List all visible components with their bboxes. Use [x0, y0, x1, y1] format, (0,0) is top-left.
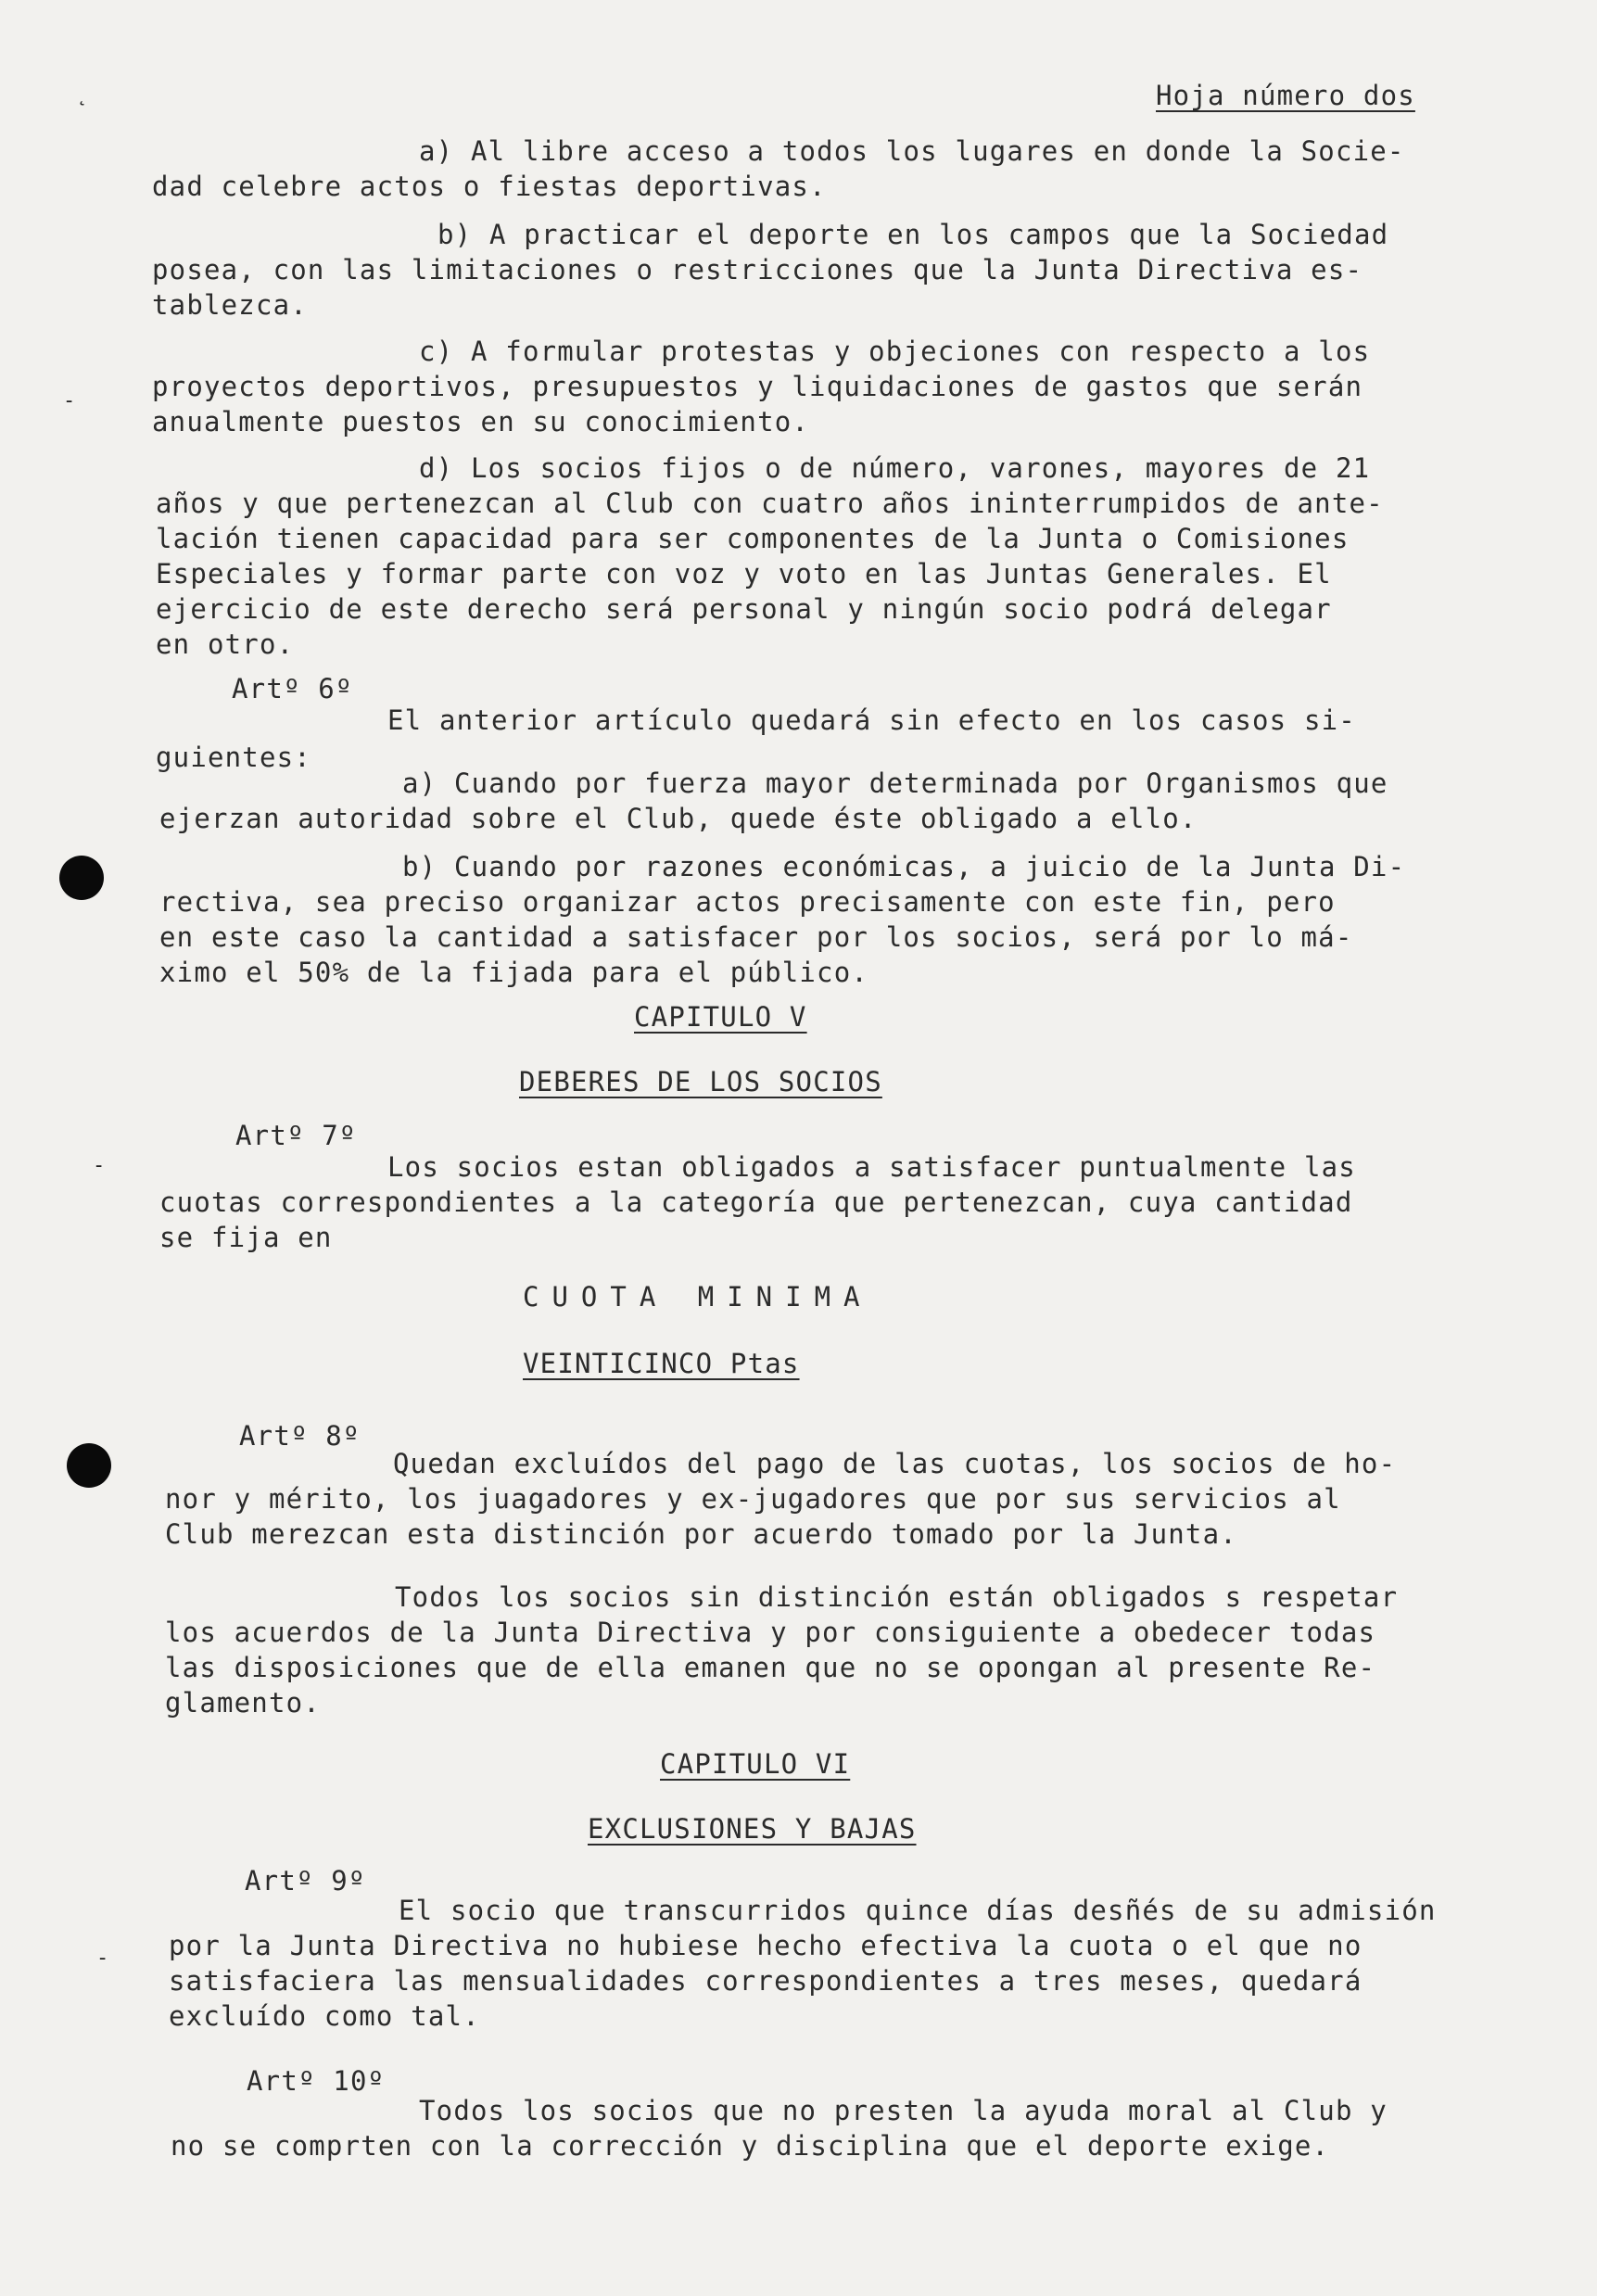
text-line: ximo el 50% de la fijada para el público.	[159, 957, 869, 988]
text-line: glamento.	[165, 1687, 321, 1719]
text-line: en otro.	[156, 628, 295, 660]
text-line: d) Los socios fijos o de número, varones, mayores de 21	[419, 452, 1371, 484]
article-heading: Artº 7º	[235, 1120, 357, 1151]
text-line: Club merezcan esta distinción por acuerdo tomado por la Junta.	[165, 1518, 1237, 1550]
text-line: guientes:	[156, 742, 311, 773]
text-line: por la Junta Directiva no hubiese hecho efectiva la cuota o el que no	[169, 1930, 1363, 1961]
text-line: se fija en	[159, 1222, 333, 1253]
text-line: proyectos deportivos, presupuestos y liquidaciones de gastos que serán	[152, 371, 1363, 402]
text-line: ejerzan autoridad sobre el Club, quede éste obligado a ello.	[159, 803, 1198, 834]
article-heading: Artº 6º	[232, 673, 353, 704]
text-line: Todos los socios que no presten la ayuda moral al Club y	[419, 2095, 1388, 2126]
text-line: Quedan excluídos del pago de las cuotas, los socios de ho-	[393, 1448, 1397, 1479]
chapter-heading: CAPITULO V	[634, 1001, 807, 1033]
text-line: El anterior artículo quedará sin efecto en los casos si-	[387, 704, 1356, 736]
punch-hole	[67, 1443, 111, 1488]
article-heading: Artº 8º	[239, 1420, 361, 1452]
text-line: las disposiciones que de ella emanen que no se opongan al presente Re-	[165, 1652, 1376, 1683]
text-line: anualmente puestos en su conocimiento.	[152, 406, 810, 438]
text-line: dad celebre actos o fiestas deportivas.	[152, 171, 827, 202]
text-line: los acuerdos de la Junta Directiva y por consiguiente a obedecer todas	[165, 1617, 1376, 1648]
text-line: rectiva, sea preciso organizar actos precisamente con este fin, pero	[159, 886, 1336, 918]
article-heading: Artº 9º	[245, 1865, 366, 1896]
margin-mark: ˛	[76, 83, 89, 107]
text-line: ejercicio de este derecho será personal y ningún socio podrá delegar	[156, 593, 1332, 625]
text-line: posea, con las limitaciones o restricciones que la Junta Directiva es-	[152, 254, 1363, 285]
text-line: Todos los socios sin distinción están obligados s respetar	[395, 1581, 1399, 1613]
text-line: en este caso la cantidad a satisfacer por los socios, será por lo má-	[159, 921, 1353, 953]
margin-mark: -	[93, 1154, 106, 1177]
text-line: no se comprten con la corrección y disciplina que el deporte exige.	[171, 2130, 1330, 2162]
text-line: Especiales y formar parte con voz y voto en las Juntas Generales. El	[156, 558, 1332, 590]
punch-hole	[59, 856, 104, 900]
text-line: b) Cuando por razones económicas, a juicio de la Junta Di-	[402, 851, 1406, 882]
chapter-title: EXCLUSIONES Y BAJAS	[588, 1813, 917, 1845]
text-line: satisfaciera las mensualidades correspondientes a tres meses, quedará	[169, 1965, 1363, 1997]
text-line: excluído como tal.	[169, 2000, 480, 2032]
text-line: a) Al libre acceso a todos los lugares en donde la Socie-	[419, 135, 1405, 167]
margin-mark: -	[96, 1947, 109, 1970]
margin-mark: -	[63, 389, 76, 412]
chapter-title: DEBERES DE LOS SOCIOS	[519, 1066, 882, 1097]
text-line: tablezca.	[152, 289, 308, 321]
text-line: lación tienen capacidad para ser componentes de la Junta o Comisiones	[156, 523, 1350, 554]
text-line: El socio que transcurridos quince días desñés de su admisión	[399, 1895, 1437, 1926]
fee-heading: CUOTA MINIMA	[523, 1281, 873, 1313]
text-line: nor y mérito, los juagadores y ex-jugadores que por sus servicios al	[165, 1483, 1341, 1515]
text-line: a) Cuando por fuerza mayor determinada por Organismos que	[402, 767, 1388, 799]
article-heading: Artº 10º	[247, 2065, 386, 2097]
fee-amount: VEINTICINCO Ptas	[523, 1348, 800, 1379]
chapter-heading: CAPITULO VI	[660, 1748, 851, 1780]
text-line: c) A formular protestas y objeciones con respecto a los	[419, 336, 1371, 367]
text-line: años y que pertenezcan al Club con cuatro años ininterrumpidos de ante-	[156, 488, 1384, 519]
text-line: Los socios estan obligados a satisfacer puntualmente las	[387, 1151, 1356, 1183]
text-line: cuotas correspondientes a la categoría que pertenezcan, cuya cantidad	[159, 1186, 1353, 1218]
page-header: Hoja número dos	[1156, 80, 1415, 111]
text-line: b) A practicar el deporte en los campos que la Sociedad	[437, 219, 1389, 250]
